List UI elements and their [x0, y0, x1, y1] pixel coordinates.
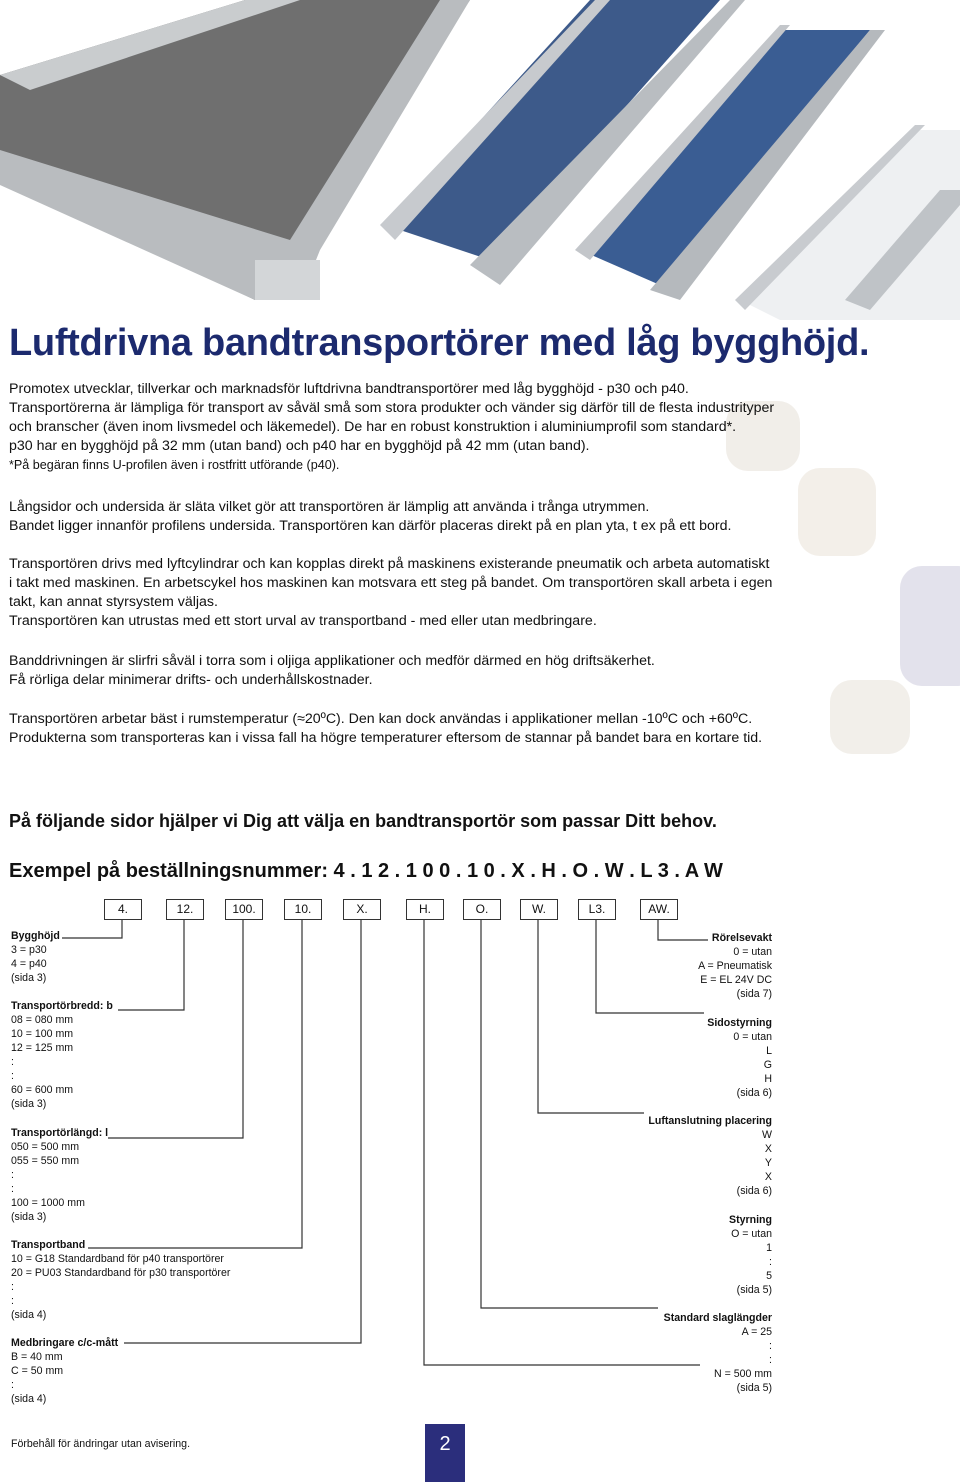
legend-line: X: [764, 1143, 772, 1155]
legend-line: :: [11, 1281, 14, 1293]
code-box-sidostyrning: L3.: [578, 899, 616, 920]
legend-line: 20 = PU03 Standardband för p30 transportörer: [11, 1267, 231, 1279]
intro-paragraph: [9, 380, 774, 475]
footnote: *På begäran finns U-profilen även i rostfritt utförande (p40).: [9, 458, 340, 472]
legend-line: (sida 6): [736, 1185, 772, 1197]
text-line: i takt med maskinen. En arbetscykel hos maskinen kan motsvara ett steg på bandet. Om transportören skall arbeta i egen: [9, 575, 773, 591]
legend-line: G: [763, 1059, 772, 1071]
code-box-medbringare: X.: [343, 899, 381, 920]
legend-line: (sida 3): [11, 1211, 47, 1223]
text-line: Transportören arbetar bäst i rumstemperatur (≈20ºC). Den kan dock användas i applikationer mellan -10ºC och +60ºC.: [9, 711, 753, 727]
legend-line: 0 = utan: [733, 946, 772, 958]
legend-line: (sida 6): [736, 1087, 772, 1099]
legend-line: 60 = 600 mm: [11, 1084, 74, 1096]
legend-line: 050 = 500 mm: [11, 1141, 80, 1153]
legend-styrning: [729, 1213, 772, 1297]
legend-line: 10 = G18 Standardband för p40 transportörer: [11, 1253, 224, 1265]
legend-line: 055 = 550 mm: [11, 1155, 80, 1167]
legend-line: (sida 4): [11, 1393, 47, 1405]
decorative-shape: [830, 680, 910, 754]
legend-line: L: [766, 1045, 772, 1057]
text-line: Långsidor och undersida är släta vilket gör att transportören är lämplig att använda i trånga utrymmen.: [9, 499, 650, 515]
code-box-bredd: 12.: [166, 899, 204, 920]
footer-disclaimer: Förbehåll för ändringar utan avisering.: [11, 1438, 191, 1450]
legend-luftanslutning: [648, 1114, 772, 1198]
decorative-shape: [900, 566, 960, 686]
legend-line: (sida 5): [736, 1284, 772, 1296]
page-number: 2: [425, 1424, 465, 1482]
code-box-styrning: O.: [463, 899, 501, 920]
legend-line: W: [762, 1129, 772, 1141]
legend-line: :: [769, 1256, 772, 1268]
code-box-langd: 100.: [225, 899, 263, 920]
legend-transportorbredd: [11, 999, 113, 1111]
legend-title: Transportörlängd: l: [11, 1127, 109, 1139]
legend-line: :: [11, 1056, 14, 1068]
legend-title: Transportörbredd: b: [11, 1000, 113, 1012]
legend-line: A = 25: [741, 1326, 772, 1338]
text-line: Transportören drivs med lyftcylindrar och kan kopplas direkt på maskinens existerande pneumatik och arbeta automatiskt: [9, 556, 770, 572]
legend-line: :: [11, 1169, 14, 1181]
code-box-luftanslutning: W.: [520, 899, 558, 920]
paragraph-4: [9, 652, 655, 690]
legend-line: (sida 5): [736, 1382, 772, 1394]
code-box-bygghojd: 4.: [104, 899, 142, 920]
legend-title: Standard slaglängder: [663, 1312, 772, 1324]
legend-line: 12 = 125 mm: [11, 1042, 74, 1054]
text-line: och branscher (även inom livsmedel och läkemedel). De har en robust konstruktion i aluminiumprofil som standard*.: [9, 419, 737, 435]
legend-title: Styrning: [729, 1214, 772, 1226]
code-box-band: 10.: [284, 899, 322, 920]
code-box-rorelsevakt: AW.: [640, 899, 678, 920]
order-example-heading: Exempel på beställningsnummer: 4 . 1 2 . 1 0 0 . 1 0 . X . H . O . W . L 3 . A W: [9, 860, 723, 882]
legend-line: :: [11, 1379, 14, 1391]
legend-line: 100 = 1000 mm: [11, 1197, 85, 1209]
paragraph-3: [9, 555, 772, 631]
legend-medbringare: [11, 1336, 118, 1406]
legend-line: O = utan: [731, 1228, 772, 1240]
legend-line: 1: [766, 1242, 772, 1254]
legend-slaglangder: [664, 1311, 772, 1395]
legend-line: 5: [766, 1270, 772, 1282]
legend-line: A = Pneumatisk: [698, 960, 772, 972]
text-line: Transportörerna är lämpliga för transport av såväl små som stora produkter och vänder sig därför till de flesta industrityper: [9, 400, 775, 416]
legend-line: 3 = p30: [11, 944, 47, 956]
legend-line: Y: [764, 1157, 772, 1169]
text-line: Transportören kan utrustas med ett stort urval av transportband - med eller utan medbringare.: [9, 613, 597, 629]
legend-line: :: [11, 1183, 14, 1195]
legend-line: N = 500 mm: [714, 1368, 772, 1380]
legend-line: E = EL 24V DC: [700, 974, 772, 986]
conveyor-photo: [0, 0, 960, 320]
legend-line: :: [11, 1295, 14, 1307]
legend-transportorlangd: [11, 1126, 108, 1224]
legend-line: 10 = 100 mm: [11, 1028, 74, 1040]
legend-line: 4 = p40: [11, 958, 47, 970]
legend-sidostyrning: [707, 1016, 772, 1100]
text-line: Banddrivningen är slirfri såväl i torra som i oljiga applikationer och medför därmed en hög driftsäkerhet.: [9, 653, 655, 669]
paragraph-2: [9, 498, 731, 536]
legend-bygghojd: [11, 929, 60, 985]
legend-line: (sida 3): [11, 972, 47, 984]
legend-line: X: [764, 1171, 772, 1183]
legend-line: 0 = utan: [733, 1031, 772, 1043]
legend-line: :: [769, 1340, 772, 1352]
legend-title: Bygghöjd: [11, 930, 60, 942]
legend-line: C = 50 mm: [11, 1365, 64, 1377]
legend-title: Sidostyrning: [707, 1017, 772, 1029]
legend-line: (sida 3): [11, 1098, 47, 1110]
code-box-slaglangd: H.: [406, 899, 444, 920]
legend-line: B = 40 mm: [11, 1351, 63, 1363]
text-line: Produkterna som transporteras kan i vissa fall ha högre temperaturer eftersom de stannar på bandet bara en kortare tid.: [9, 730, 763, 746]
legend-line: :: [769, 1354, 772, 1366]
legend-transportband: [11, 1238, 230, 1322]
legend-title: Transportband: [11, 1239, 86, 1251]
page-title: Luftdrivna bandtransportörer med låg bygghöjd.: [9, 322, 870, 364]
legend-title: Medbringare c/c-mått: [11, 1337, 119, 1349]
legend-line: H: [764, 1073, 772, 1085]
decorative-shape: [798, 468, 876, 556]
text-line: takt, kan annat styrsystem väljas.: [9, 594, 218, 610]
legend-line: (sida 4): [11, 1309, 47, 1321]
text-line: Få rörliga delar minimerar drifts- och underhållskostnader.: [9, 672, 373, 688]
text-line: Promotex utvecklar, tillverkar och marknadsför luftdrivna bandtransportörer med låg bygghöjd - p30 och p40.: [9, 381, 689, 397]
text-line: Bandet ligger innanför profilens undersida. Transportören kan därför placeras direkt på en plan yta, t ex på ett bord.: [9, 518, 732, 534]
legend-line: 08 = 080 mm: [11, 1014, 74, 1026]
legend-title: Luftanslutning placering: [648, 1115, 772, 1127]
legend-line: (sida 7): [736, 988, 772, 1000]
text-line: p30 har en bygghöjd på 32 mm (utan band) och p40 har en bygghöjd på 42 mm (utan band).: [9, 438, 590, 454]
legend-title: Rörelsevakt: [711, 932, 772, 944]
paragraph-5: [9, 710, 762, 748]
section-heading: På följande sidor hjälper vi Dig att välja en bandtransportör som passar Ditt behov.: [9, 811, 717, 831]
legend-rorelsevakt: [698, 931, 772, 1001]
legend-line: :: [11, 1070, 14, 1082]
